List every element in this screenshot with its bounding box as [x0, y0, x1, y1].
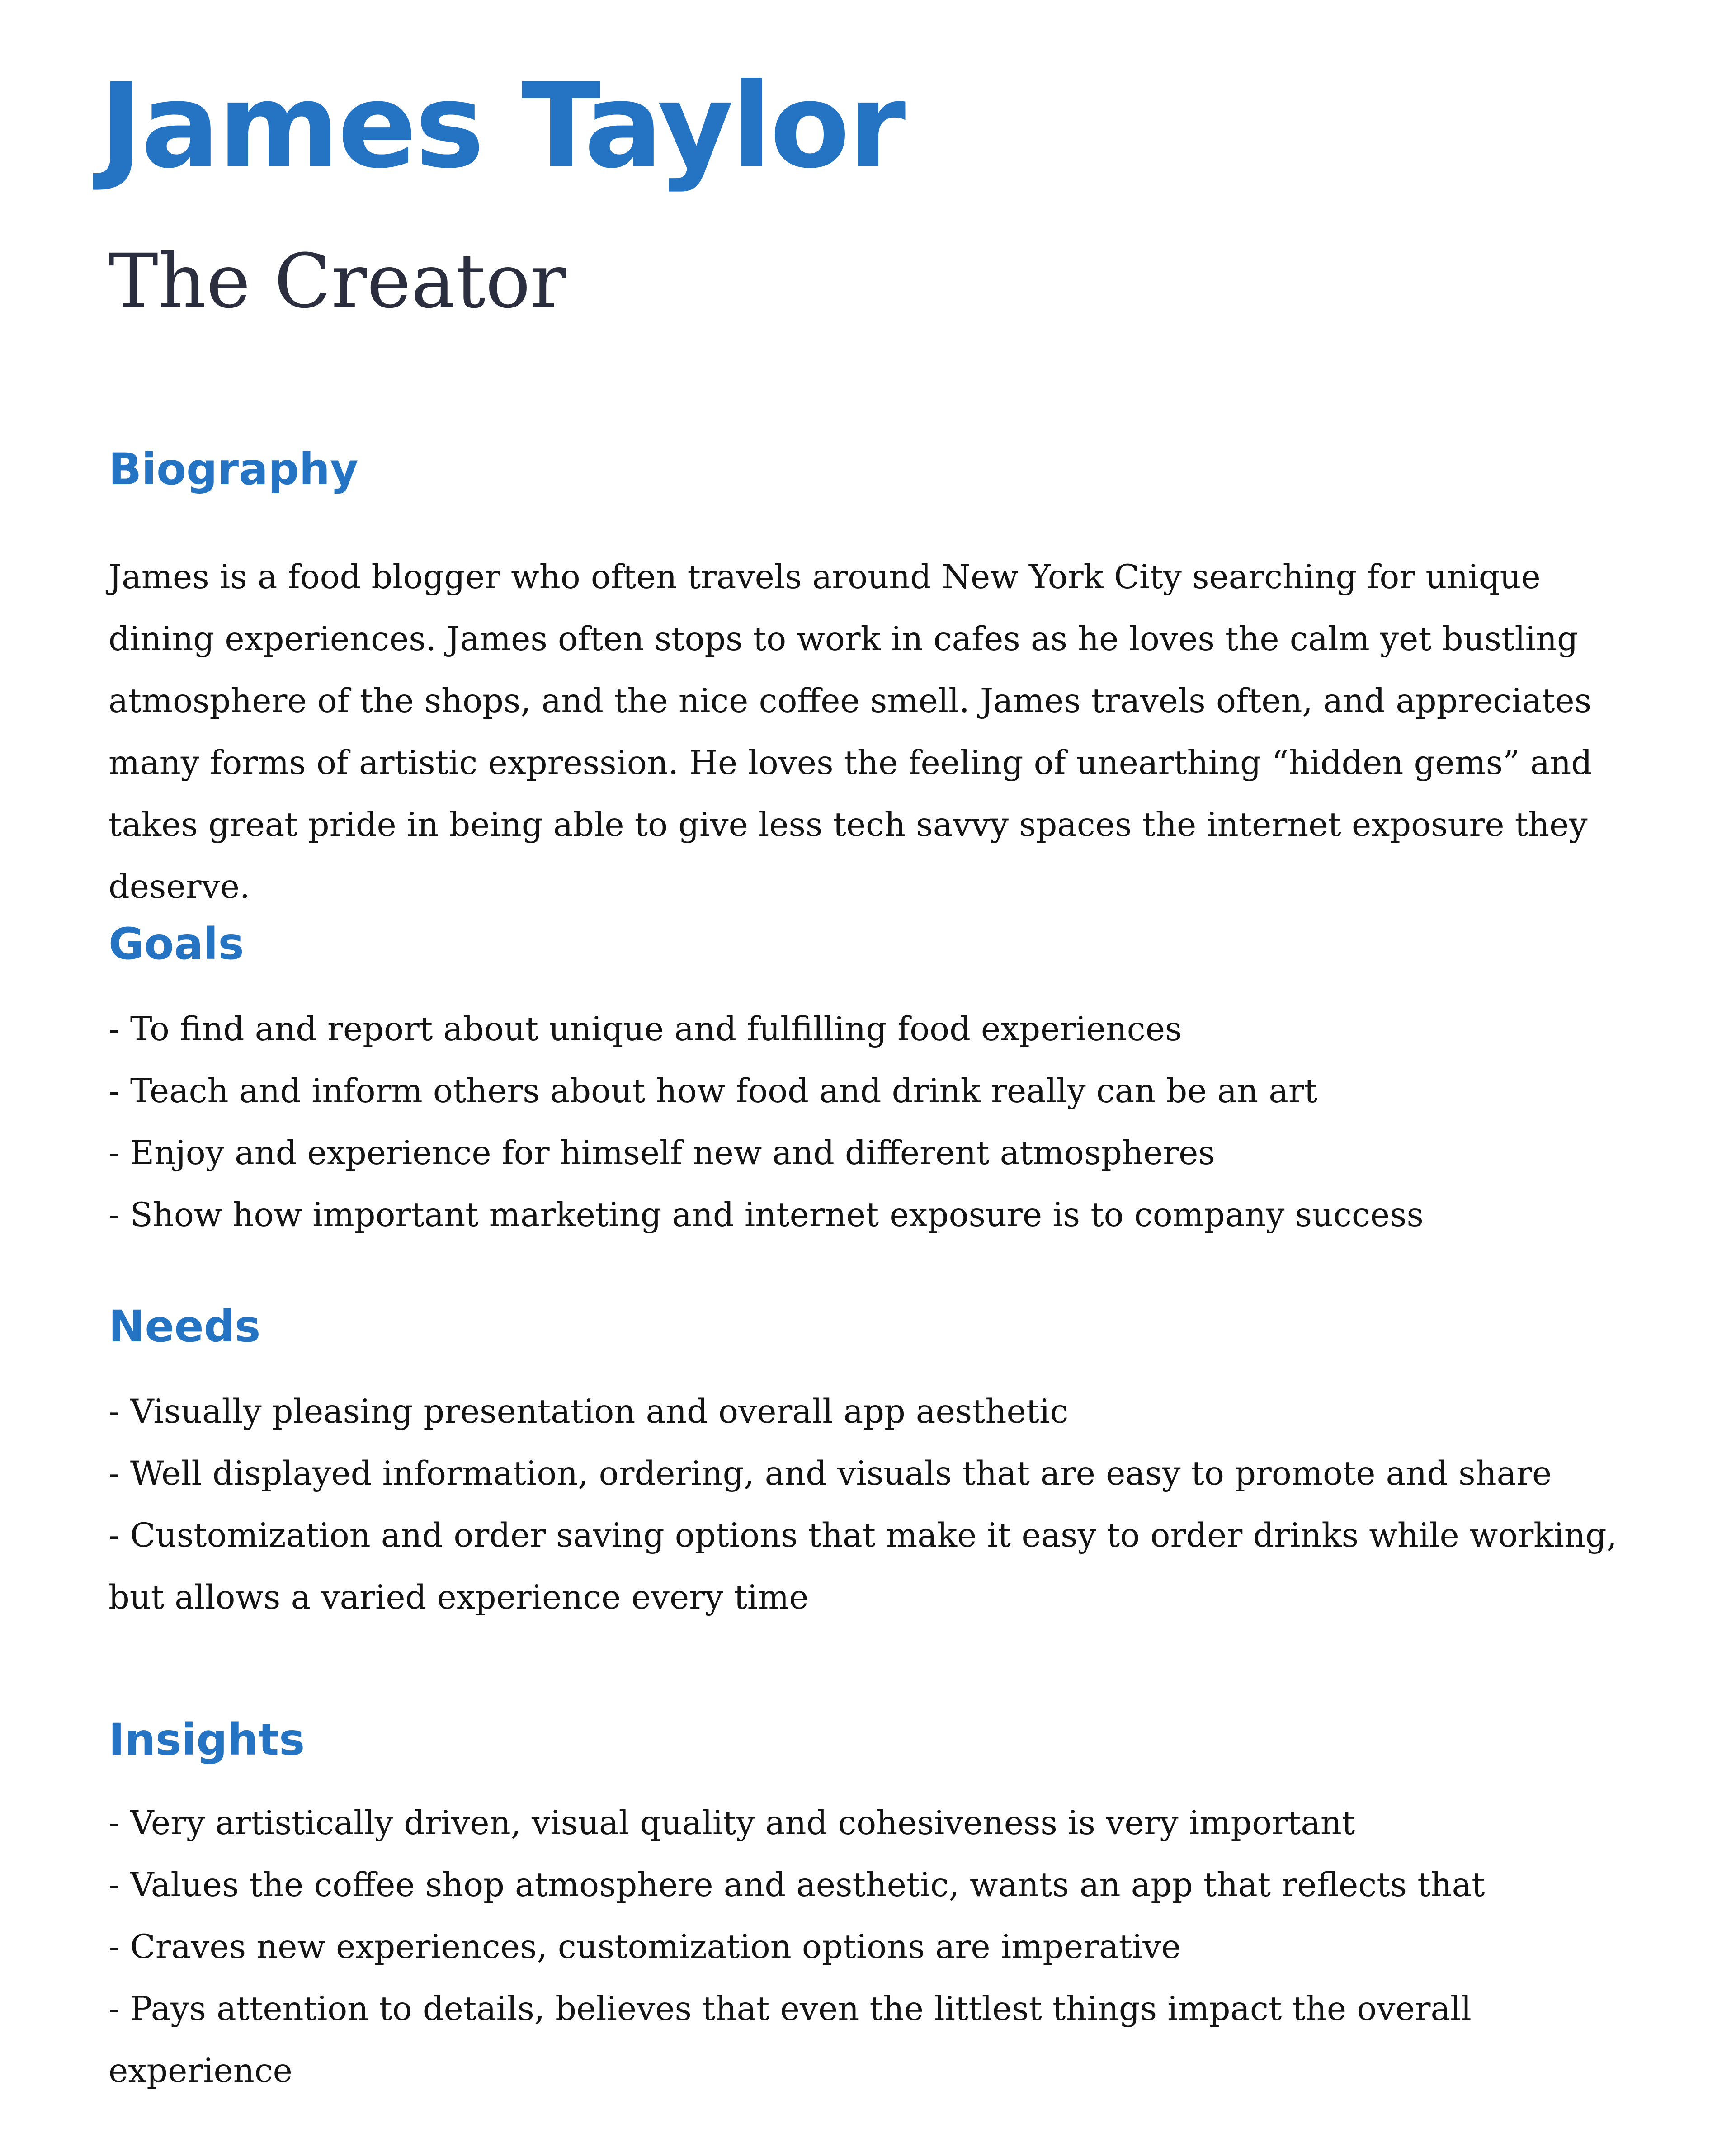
biography-heading: Biography [108, 444, 359, 495]
insights-list [108, 1792, 1646, 2102]
persona-role: The Creator [108, 238, 566, 325]
goal-item: - Enjoy and experience for himself new and different atmospheres [108, 1134, 1215, 1172]
need-item: - Well displayed information, ordering, and visuals that are easy to promote and share [108, 1454, 1552, 1493]
insight-item: - Very artistically driven, visual quality and cohesiveness is very important [108, 1804, 1355, 1842]
goals-heading: Goals [108, 919, 244, 969]
goal-item: - To find and report about unique and fulfilling food experiences [108, 1010, 1182, 1048]
insights-heading: Insights [108, 1714, 305, 1765]
insight-item: - Craves new experiences, customization options are imperative [108, 1928, 1181, 1966]
biography-text: James is a food blogger who often travels around New York City searching for unique dining experiences. James often stops to work in cafes as he loves the calm yet bustling atmosphere of the shops, and the nice coffee smell. James travels often, and appreciates many forms of artistic expression. He loves the feeling of unearthing “hidden gems” and takes great pride in being able to give less tech savvy spaces the internet exposure they deserve. [108, 558, 1593, 906]
needs-heading: Needs [108, 1301, 261, 1352]
insight-item: - Values the coffee shop atmosphere and aesthetic, wants an app that reflects that [108, 1866, 1485, 1904]
persona-name: James Taylor [99, 58, 904, 194]
goals-list [108, 998, 1646, 1246]
need-item: - Customization and order saving options that make it easy to order drinks while working, but allows a varied experience every time [108, 1516, 1617, 1617]
goal-item: - Show how important marketing and internet exposure is to company success [108, 1196, 1424, 1234]
need-item: - Visually pleasing presentation and overall app aesthetic [108, 1392, 1069, 1431]
insight-item: - Pays attention to details, believes that even the littlest things impact the overall experience [108, 1990, 1472, 2090]
needs-list [108, 1381, 1646, 1628]
goal-item: - Teach and inform others about how food and drink really can be an art [108, 1072, 1318, 1110]
